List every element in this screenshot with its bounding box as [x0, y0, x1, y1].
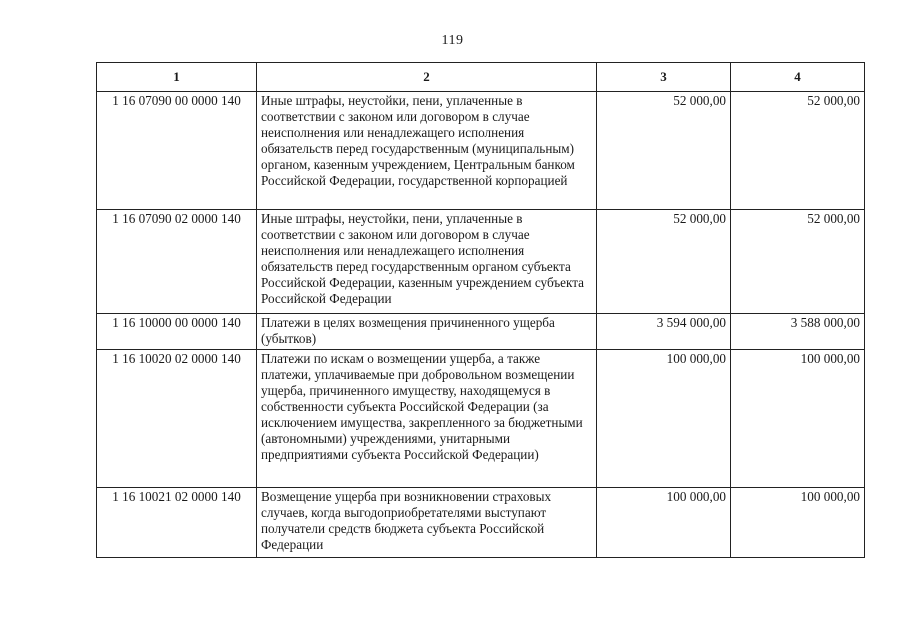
column-header-4: 4 — [731, 63, 865, 92]
row-description: Платежи по искам о возмещении ущерба, а также платежи, уплачиваемые при добровольном возмещении ущерба, причиненного имуществу, находящемуся в собственности субъекта Российской Федерации (за исключением имущества, закрепленного за бюджетными (автономными) учреждениями, унитарными предприятиями субъекта Российской Федерации) — [257, 350, 597, 488]
row-amount-col3: 52 000,00 — [597, 92, 731, 210]
row-code: 1 16 10021 02 0000 140 — [97, 488, 257, 558]
table-row — [97, 314, 865, 350]
row-description: Возмещение ущерба при возникновении страховых случаев, когда выгодоприобретателями выступают получатели средств бюджета субъекта Российской Федерации — [257, 488, 597, 558]
row-code: 1 16 10000 00 0000 140 — [97, 314, 257, 350]
table-row — [97, 92, 865, 210]
column-header-2: 2 — [257, 63, 597, 92]
table-row — [97, 350, 865, 488]
table-row — [97, 488, 865, 558]
row-amount-col3: 100 000,00 — [597, 350, 731, 488]
budget-table — [96, 62, 865, 558]
table-row — [97, 210, 865, 314]
row-amount-col3: 100 000,00 — [597, 488, 731, 558]
row-amount-col4: 100 000,00 — [731, 350, 865, 488]
row-code: 1 16 07090 02 0000 140 — [97, 210, 257, 314]
column-header-3: 3 — [597, 63, 731, 92]
row-amount-col3: 52 000,00 — [597, 210, 731, 314]
page-number: 119 — [441, 33, 464, 48]
row-description: Иные штрафы, неустойки, пени, уплаченные в соответствии с законом или договором в случае неисполнения или ненадлежащего исполнения обязательств перед государственным органом субъекта Российской Федерации, казенным учреждением субъекта Российской Федерации — [257, 210, 597, 314]
row-description: Иные штрафы, неустойки, пени, уплаченные в соответствии с законом или договором в случае неисполнения или ненадлежащего исполнения обязательств перед государственным (муниципальным) органом, казенным учреждением, Центральным банком Российской Федерации, государственной корпорацией — [257, 92, 597, 210]
row-amount-col4: 52 000,00 — [731, 92, 865, 210]
row-description: Платежи в целях возмещения причиненного ущерба (убытков) — [257, 314, 597, 350]
row-code: 1 16 07090 00 0000 140 — [97, 92, 257, 210]
row-amount-col4: 3 588 000,00 — [731, 314, 865, 350]
table-header-row — [97, 63, 865, 92]
row-amount-col3: 3 594 000,00 — [597, 314, 731, 350]
row-amount-col4: 52 000,00 — [731, 210, 865, 314]
row-amount-col4: 100 000,00 — [731, 488, 865, 558]
column-header-1: 1 — [97, 63, 257, 92]
row-code: 1 16 10020 02 0000 140 — [97, 350, 257, 488]
